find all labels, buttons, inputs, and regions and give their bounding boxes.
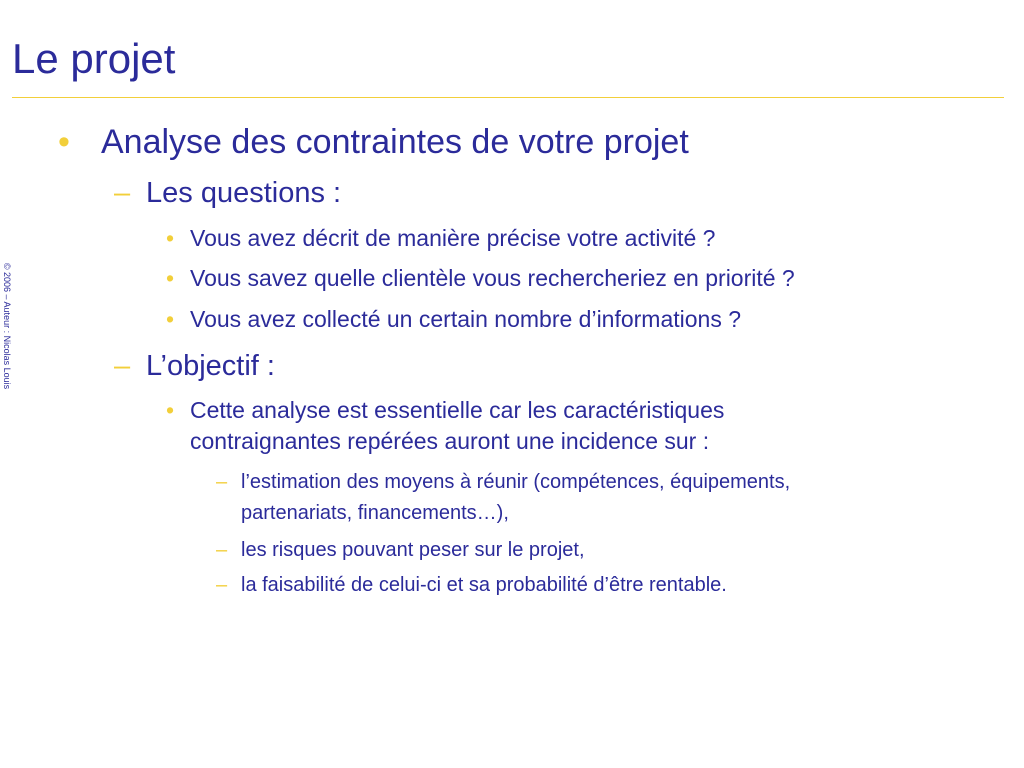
list-item-level1: Analyse des contraintes de votre projet — [101, 123, 689, 161]
dash-icon: – — [216, 471, 228, 493]
list-item-level3: Vous savez quelle clientèle vous rechercheriez en priorité ? — [190, 265, 795, 291]
bullet-icon: • — [166, 265, 175, 291]
list-item-level2: L’objectif : — [146, 350, 275, 382]
list-item-level3-line1: Cette analyse est essentielle car les caractéristiques — [190, 397, 725, 423]
list-item-level4-line2: partenariats, financements…), — [241, 502, 509, 524]
side-note-container — [0, 256, 14, 396]
bullet-icon: • — [166, 397, 175, 423]
dash-icon: – — [114, 350, 131, 382]
list-item-level4: les risques pouvant peser sur le projet, — [241, 539, 585, 561]
list-item-level3-line2: contraignantes repérées auront une incidence sur : — [190, 428, 710, 454]
dash-icon: – — [114, 177, 131, 209]
bullet-icon: • — [58, 123, 70, 161]
list-item-level4-line1: l’estimation des moyens à réunir (compétences, équipements, — [241, 471, 791, 493]
list-item-level3: Vous avez décrit de manière précise votre activité ? — [190, 225, 716, 251]
bullet-icon: • — [166, 306, 175, 332]
dash-icon: – — [216, 574, 228, 596]
list-item-level4: la faisabilité de celui-ci et sa probabilité d’être rentable. — [241, 574, 727, 596]
list-item-level3: Vous avez collecté un certain nombre d’informations ? — [190, 306, 742, 332]
dash-icon: – — [216, 539, 228, 561]
copyright-note: © 2006 – Auteur : Nicolas Louis — [2, 262, 12, 390]
list-item-level2: Les questions : — [146, 177, 342, 209]
bullet-icon: • — [166, 225, 175, 251]
slide-title: Le projet — [12, 35, 176, 82]
title-divider — [12, 97, 1004, 98]
